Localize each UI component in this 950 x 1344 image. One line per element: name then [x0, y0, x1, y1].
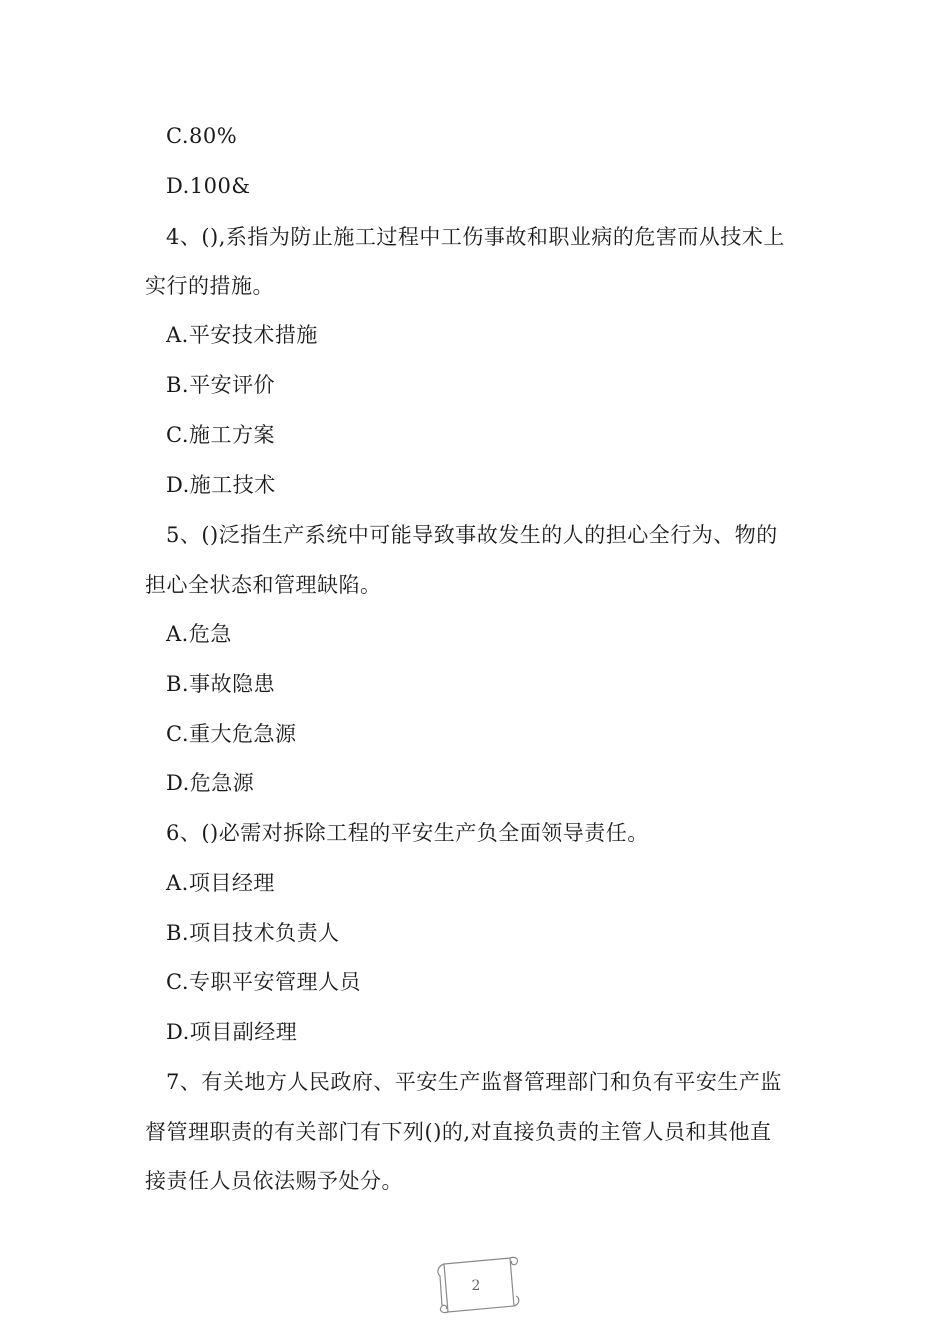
question-5-line-2: 担心全状态和管理缺陷。: [145, 573, 382, 597]
option-b-q5: B.事故隐患: [166, 672, 276, 696]
option-c-q5: C.重大危急源: [166, 722, 297, 746]
question-7-line-2: 督管理职责的有关部门有下列()的,对直接负责的主管人员和其他直: [145, 1120, 772, 1144]
option-c-q6: C.专职平安管理人员: [166, 970, 361, 994]
question-7-line-3: 接责任人员依法赐予处分。: [145, 1169, 403, 1193]
question-7-line-1: 7、有关地方人民政府、平安生产监督管理部门和负有平安生产监: [166, 1070, 782, 1094]
question-4-line-1: 4、(),系指为防止施工过程中工伤事故和职业病的危害而从技术上: [166, 225, 785, 249]
option-a-q5: A.危急: [166, 622, 232, 646]
question-5-line-1: 5、()泛指生产系统中可能导致事故发生的人的担心全行为、物的: [166, 523, 778, 547]
question-4-line-2: 实行的措施。: [145, 274, 274, 298]
option-d-q4: D.施工技术: [166, 473, 276, 497]
option-d-q3: D.100&: [166, 174, 251, 198]
option-a-q4: A.平安技术措施: [166, 323, 318, 347]
option-d-q5: D.危急源: [166, 771, 255, 795]
option-c-q4: C.施工方案: [166, 423, 275, 447]
option-b-q4: B.平安评价: [166, 373, 276, 397]
option-b-q6: B.项目技术负责人: [166, 921, 340, 945]
page-number-scroll: [430, 1250, 522, 1324]
question-6-line-1: 6、()必需对拆除工程的平安生产负全面领导责任。: [166, 821, 649, 845]
option-a-q6: A.项目经理: [166, 871, 275, 895]
option-d-q6: D.项目副经理: [166, 1020, 298, 1044]
page-number: 2: [471, 1278, 481, 1294]
option-c-q3: C.80%: [166, 124, 238, 148]
